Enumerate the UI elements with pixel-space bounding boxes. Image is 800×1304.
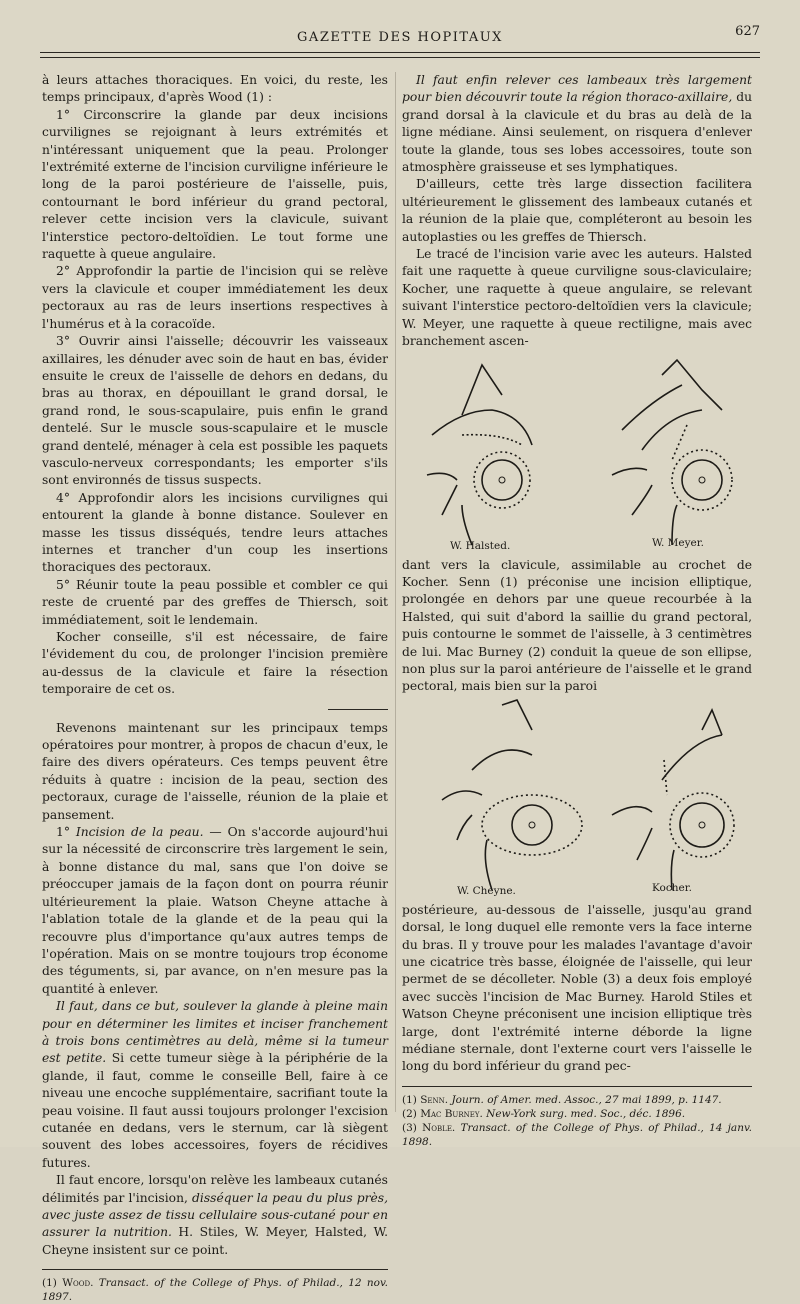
left-column bbox=[42, 72, 388, 1304]
section-heading: Incision de la peau. bbox=[75, 825, 204, 840]
journal-title: GAZETTE DES HOPITAUX bbox=[297, 30, 503, 45]
section-divider bbox=[328, 709, 388, 710]
text-run: H. Stiles, W. Meyer, Halsted, W. Cheyne insistent sur ce point. bbox=[42, 1225, 388, 1257]
footnote-number: (1) bbox=[402, 1093, 421, 1106]
incision-diagram bbox=[402, 355, 752, 553]
paragraph bbox=[42, 998, 388, 1172]
paragraph: 3° Ouvrir ainsi l'aisselle; découvrir les vaisseaux axillaires, les dénuder avec soin de haut en bas, évider ensuite le creux de l'aisselle de dehors en dedans, du bras au thorax, en dépouillant le grand dorsal, le grand rond, le sous-scapulaire, puis enfin le grand dentelé. Sur le muscle sous-scapulaire et le muscle grand dentelé, ménager à cela est possible les paquets vasculo-nerveux correspondants; les emporter s'ils sont environnés de tissus suspects. bbox=[42, 334, 388, 488]
text-run: du grand dorsal à la clavicule et du bras au delà de la ligne médiane. Ainsi seulement, on risquera d'enlever toute la glande, tous ses lobes accessoires, toute son atmosphère graisseuse et ses lymphatiques. bbox=[402, 90, 752, 175]
text-run: — On s'accorde aujourd'hui sur la nécessité de circonscrire très largement le sein, à bonne distance du mal, sans que l'on doive se préoccuper jamais de la façon dont on pourra réunir ultérieurement la plaie. Watson Cheyne attache à l'ablation totale de la glande et de la peau qui la recouvre plus d'importance qu'aux autres temps de l'opération. Mais on se montre toujours trop économe des téguments, si, par avance, on n'en mesure pas la quantité à enlever. bbox=[42, 825, 388, 996]
footnote-author: Senn. bbox=[420, 1093, 449, 1106]
paragraph bbox=[42, 1172, 388, 1259]
emphasis: Il faut enfin relever ces lambeaux très largement pour bien découvrir toute la région thoraco-axillaire, bbox=[402, 73, 752, 105]
figure-caption: W. Cheyne. bbox=[457, 884, 516, 897]
paragraph: postérieure, au-dessous de l'aisselle, jusqu'au grand dorsal, le long duquel elle remonte vers la face interne du bras. Il y trouve pour les malades l'avantage d'avoir une cicatrice très basse, éloignée de l'aisselle, qui leur permet de se décolleter. Noble (3) a deux fois employé avec succès l'incision de Mac Burney. Harold Stiles et Watson Cheyne préconisent une incision elliptique très large, dont l'extrémité interne déborde la ligne médiane sternale, dont l'externe court vers l'aisselle le long du bord inférieur du grand pec- bbox=[402, 902, 752, 1074]
paragraph bbox=[402, 72, 752, 176]
paragraph: Le tracé de l'incision varie avec les auteurs. Halsted fait une raquette à queue curviligne sous-claviculaire; Kocher, une raquette à queue angulaire, se relevant suivant l'interstice pectoro-deltoïdien vers la clavicule; W. Meyer, une raquette à queue rectiligne, mais avec branchement ascen- bbox=[402, 247, 752, 349]
incision-diagram bbox=[402, 700, 752, 898]
footnote-rule bbox=[42, 1269, 388, 1270]
paragraph: 2° Approfondir la partie de l'incision qui se relève vers la clavicule et couper immédiatement les deux pectoraux au ras de leurs insertions respectives à l'humérus et à la coracoïde. bbox=[42, 264, 388, 331]
figure-caption: W. Meyer. bbox=[652, 536, 704, 549]
right-column bbox=[402, 72, 752, 1149]
column-divider bbox=[395, 72, 396, 1112]
footnote-source: New-York surg. med. Soc., déc. 1896. bbox=[482, 1107, 686, 1120]
figure-cheyne-kocher bbox=[402, 700, 752, 898]
paragraph: 4° Approfondir alors les incisions curvilignes qui entourent la glande à bonne distance. Soulever en masse les tissus disséqués, tendre leurs attaches internes et trancher d'un coup les insertions thoraciques des pectoraux. bbox=[42, 490, 388, 575]
footnote bbox=[402, 1093, 752, 1107]
footnote-number: (2) bbox=[402, 1107, 421, 1120]
emphasis: disséquer la peau du plus près, avec juste assez de tissu cellulaire sous-cutané pour en assurer la nutrition. bbox=[42, 1190, 388, 1240]
footnote-source: Transact. of the College of Phys. of Philad., 14 janv. 1898. bbox=[402, 1121, 752, 1148]
text-run: Il faut encore, lorsqu'on relève les lambeaux cutanés délimités par l'incision, bbox=[42, 1173, 388, 1205]
footnote-source: Journ. of Amer. med. Assoc., 27 mai 1899, p. 1147. bbox=[448, 1093, 722, 1106]
paragraph: D'ailleurs, cette très large dissection facilitera ultérieurement le glissement des lambeaux cutanés et la réunion de la plaie que, compléteront au besoin les autoplasties ou les greffes de Thiersch. bbox=[402, 177, 752, 244]
footnote-number: (3) bbox=[402, 1121, 423, 1134]
footnote: (1) Wood. Transact. of the College of Phys. of Philad., 12 nov. 1897. bbox=[42, 1277, 388, 1304]
emphasis: Il faut, dans ce but, soulever la glande à pleine main pour en déterminer les limites et inciser franchement à trois bons centimètres au delà, même si la tumeur est petite. bbox=[42, 999, 388, 1066]
running-header bbox=[40, 22, 760, 53]
footnote-author: Wood. bbox=[62, 1277, 94, 1290]
footnote bbox=[402, 1121, 752, 1149]
page-number: 627 bbox=[735, 24, 760, 39]
text-run: Si cette tumeur siège à la périphérie de la glande, il faut, comme le conseille Bell, faire à ce niveau une encoche supplémentaire, sacrifiant toute la peau voisine. Il faut aussi toujours prolonger l'excision cutanée en dedans, vers le sternum, car là siègent souvent des lobes accessoires, foyers de récidives futures. bbox=[42, 1051, 388, 1170]
paragraph: Revenons maintenant sur les principaux temps opératoires pour montrer, à propos de chacun d'eux, le faire des divers opérateurs. Ces temps peuvent être réduits à quatre : incision de la peau, section des pectoraux, curage de l'aisselle, réunion de la plaie et pansement. bbox=[42, 720, 388, 822]
footnote bbox=[402, 1107, 752, 1121]
paragraph: Kocher conseille, s'il est nécessaire, de faire l'évidement du cou, de prolonger l'incision première au-dessus de la clavicule et faire la résection temporaire de cet os. bbox=[42, 630, 388, 697]
paragraph: 1° Circonscrire la glande par deux incisions curvilignes se rejoignant à leurs extrémités et n'intéressant uniquement que la peau. Prolonger l'extrémité externe de l'incision curviligne inférieure le long de la paroi postérieure de l'aisselle, puis, contournant le bord inférieur du grand pectoral, relever cette incision vers la clavicule, suivant l'interstice pectoro-deltoïdien. Le tout forme une raquette à queue angulaire. bbox=[42, 107, 388, 262]
figure-halsted-meyer bbox=[402, 355, 752, 553]
paragraph: à leurs attaches thoraciques. En voici, du reste, les temps principaux, d'après Wood (1) : bbox=[42, 73, 388, 105]
text-run: 1° bbox=[56, 825, 76, 840]
footnote-source: Transact. of the College of Phys. of Philad., 12 nov. 1897. bbox=[42, 1277, 388, 1304]
footnote-author: Mac Burney. bbox=[420, 1107, 483, 1120]
paragraph bbox=[42, 824, 388, 998]
header-rule bbox=[40, 57, 760, 58]
paragraph: dant vers la clavicule, assimilable au crochet de Kocher. Senn (1) préconise une incision elliptique, prolongée en dehors par une queue recourbée à la Halsted, qui suit d'abord la saillie du grand pectoral, puis contourne le sommet de l'aisselle, à 3 centimètres de lui. Mac Burney (2) conduit la queue de son ellipse, non plus sur la paroi antérieure de l'aisselle et le grand pectoral, mais bien sur la paroi bbox=[402, 557, 752, 694]
paragraph: 5° Réunir toute la peau possible et combler ce qui reste de cruenté par des greffes de Thiersch, soit immédiatement, soit le lendemain. bbox=[42, 577, 388, 627]
footnote-author: Noble. bbox=[422, 1121, 456, 1134]
footnote-rule bbox=[402, 1086, 752, 1087]
figure-caption: W. Halsted. bbox=[450, 539, 511, 552]
figure-caption: Kocher. bbox=[652, 881, 692, 894]
